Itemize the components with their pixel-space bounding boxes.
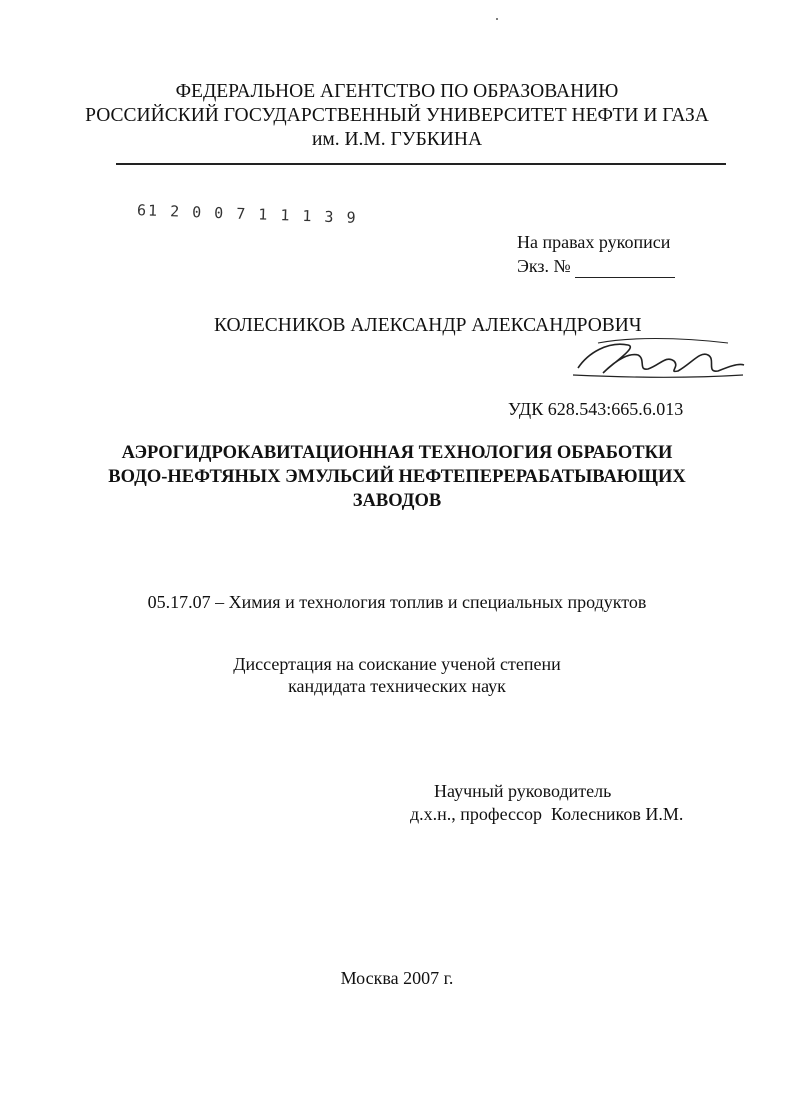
copy-number-label: Экз. № bbox=[517, 256, 571, 276]
dissertation-title bbox=[0, 441, 794, 513]
degree-statement bbox=[0, 653, 794, 697]
degree-line-1: Диссертация на соискание ученой степени bbox=[233, 654, 561, 674]
scan-speck bbox=[496, 18, 498, 20]
copy-number-row bbox=[517, 254, 675, 278]
header-line-university: РОССИЙСКИЙ ГОСУДАРСТВЕННЫЙ УНИВЕРСИТЕТ НЕФТИ И ГАЗА bbox=[85, 105, 709, 126]
organization-header bbox=[0, 80, 794, 152]
handwritten-signature bbox=[568, 333, 748, 383]
manuscript-rights-label: На правах рукописи bbox=[517, 232, 671, 252]
header-line-named-after: им. И.М. ГУБКИНА bbox=[311, 129, 483, 150]
author-name: КОЛЕСНИКОВ АЛЕКСАНДР АЛЕКСАНДРОВИЧ bbox=[214, 315, 642, 336]
degree-line-2: кандидата технических наук bbox=[288, 676, 506, 696]
copy-number-blank bbox=[575, 259, 675, 278]
header-line-agency: ФЕДЕРАЛЬНОЕ АГЕНТСТВО ПО ОБРАЗОВАНИЮ bbox=[175, 81, 619, 102]
specialty-code: 05.17.07 – Химия и технология топлив и специальных продуктов bbox=[147, 592, 647, 612]
supervisor-name: д.х.н., профессор Колесников И.М. bbox=[410, 804, 684, 824]
manuscript-rights-block bbox=[517, 230, 675, 278]
archive-stamp-number: 61 2 0 0 7 1 1 1 3 9 bbox=[136, 201, 358, 227]
city-year: Москва 2007 г. bbox=[340, 968, 454, 988]
udk-code: УДК 628.543:665.6.013 bbox=[508, 399, 684, 419]
title-line-1: АЭРОГИДРОКАВИТАЦИОННАЯ ТЕХНОЛОГИЯ ОБРАБОТКИ bbox=[121, 443, 673, 463]
title-line-3: ЗАВОДОВ bbox=[352, 491, 442, 511]
title-line-2: ВОДО-НЕФТЯНЫХ ЭМУЛЬСИЙ НЕФТЕПЕРЕРАБАТЫВАЮЩИХ bbox=[108, 467, 686, 487]
header-divider bbox=[116, 163, 726, 165]
supervisor-label: Научный руководитель bbox=[434, 781, 612, 801]
